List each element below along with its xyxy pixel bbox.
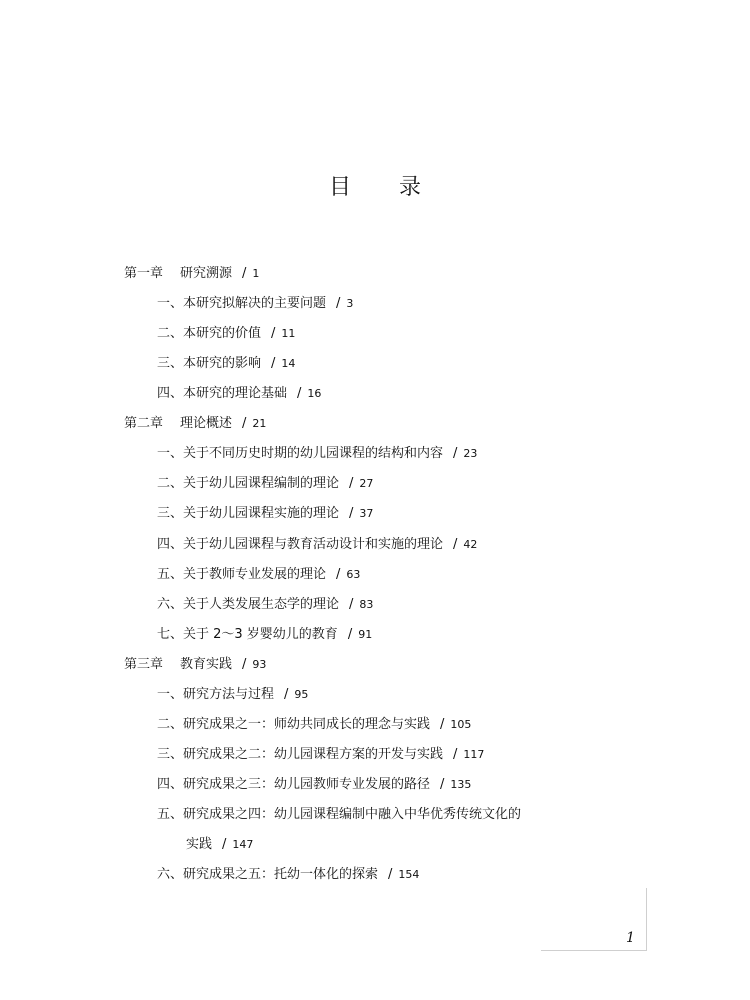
footer-divider-horizontal xyxy=(541,950,647,951)
section-title: 二、本研究的价值 xyxy=(157,326,262,341)
section-title: 一、关于不同历史时期的幼儿园课程的结构和内容 xyxy=(157,446,444,461)
section-title: 六、研究成果之五：托幼一体化的探索 xyxy=(157,867,379,882)
page-ref: / 27 xyxy=(349,476,374,491)
toc-section[interactable] xyxy=(157,866,419,884)
section-title: 二、关于幼儿园课程编制的理论 xyxy=(157,476,340,491)
toc-section[interactable] xyxy=(157,536,477,554)
page-ref: / 83 xyxy=(349,597,374,612)
toc-section[interactable] xyxy=(157,686,308,704)
section-title: 四、关于幼儿园课程与教育活动设计和实施的理论 xyxy=(157,537,444,552)
chapter-name: 理论概述 xyxy=(180,416,233,431)
page-ref: / 16 xyxy=(297,386,322,401)
toc-chapter-3[interactable] xyxy=(124,656,266,674)
page-ref: / 63 xyxy=(336,567,361,582)
page-ref: / 23 xyxy=(453,446,478,461)
section-title: 四、研究成果之三：幼儿园教师专业发展的路径 xyxy=(157,777,431,792)
toc-section[interactable] xyxy=(157,445,477,463)
section-title: 六、关于人类发展生态学的理论 xyxy=(157,597,340,612)
page-ref: / 42 xyxy=(453,537,478,552)
toc-section[interactable] xyxy=(157,505,373,523)
section-title: 四、本研究的理论基础 xyxy=(157,386,288,401)
section-title: 一、本研究拟解决的主要问题 xyxy=(157,296,327,311)
chapter-label: 第二章 xyxy=(124,416,164,431)
chapter-label: 第一章 xyxy=(124,266,164,281)
title-char-right: 录 xyxy=(399,175,422,200)
page-ref: / 91 xyxy=(347,627,373,642)
toc-section[interactable] xyxy=(157,566,360,584)
section-title: 一、研究方法与过程 xyxy=(157,687,275,702)
page-ref: / 37 xyxy=(349,506,374,521)
toc-section[interactable] xyxy=(157,716,471,734)
section-title: 三、本研究的影响 xyxy=(157,356,262,371)
page-ref: / 3 xyxy=(336,296,354,311)
title-char-left: 目 xyxy=(328,175,351,200)
toc-section[interactable] xyxy=(157,776,471,794)
chapter-label: 第三章 xyxy=(124,657,164,672)
toc-section[interactable] xyxy=(157,385,321,403)
page-ref: / 147 xyxy=(222,837,254,852)
page-ref: / 93 xyxy=(242,657,267,672)
toc-chapter-1[interactable] xyxy=(124,265,259,283)
page-ref: / 154 xyxy=(388,867,420,882)
section-title: 五、研究成果之四：幼儿园课程编制中融入中华优秀传统文化的 xyxy=(157,807,522,822)
page-ref: / 117 xyxy=(453,747,485,762)
section-title: 五、关于教师专业发展的理论 xyxy=(157,567,327,582)
chapter-name: 研究溯源 xyxy=(180,266,233,281)
section-title: 实践 xyxy=(186,837,213,852)
page-ref: / 95 xyxy=(284,687,309,702)
section-title: 七、关于 2～3 岁婴幼儿的教育 xyxy=(157,627,338,642)
page-number: 1 xyxy=(626,930,635,946)
page-ref: / 105 xyxy=(440,717,472,732)
section-title: 三、关于幼儿园课程实施的理论 xyxy=(157,506,340,521)
toc-section[interactable] xyxy=(157,325,295,343)
page-ref: / 1 xyxy=(242,266,260,281)
toc-chapter-2[interactable] xyxy=(124,415,266,433)
page-ref: / 11 xyxy=(271,326,296,341)
toc-section[interactable] xyxy=(157,626,372,644)
toc-section-continuation[interactable] xyxy=(186,836,253,854)
toc-section[interactable] xyxy=(157,295,353,313)
toc-section[interactable] xyxy=(157,596,373,614)
page-ref: / 135 xyxy=(440,777,472,792)
section-title: 三、研究成果之二：幼儿园课程方案的开发与实践 xyxy=(157,747,444,762)
toc-section[interactable] xyxy=(157,475,373,493)
footer-divider-vertical xyxy=(646,888,647,950)
toc-section[interactable] xyxy=(157,806,521,824)
section-title: 二、研究成果之一：师幼共同成长的理念与实践 xyxy=(157,717,431,732)
toc-section[interactable] xyxy=(157,355,295,373)
chapter-name: 教育实践 xyxy=(180,657,233,672)
toc-section[interactable] xyxy=(157,746,484,764)
page-ref: / 14 xyxy=(271,356,296,371)
page-ref: / 21 xyxy=(242,416,267,431)
